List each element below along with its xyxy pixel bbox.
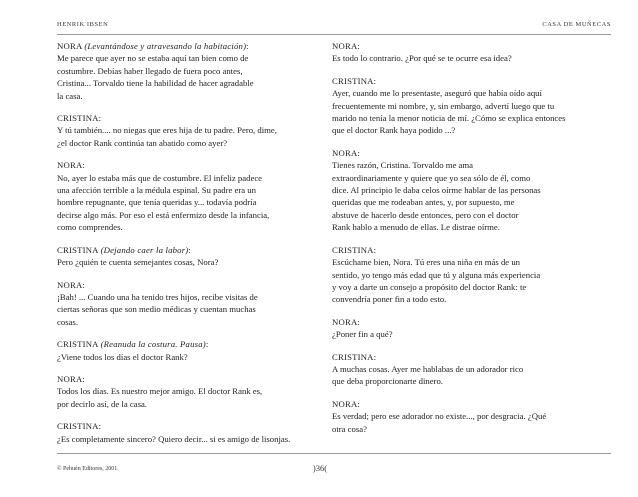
speaker-name: NORA xyxy=(332,398,358,409)
dialogue-line: convendría poner fin a todo esto. xyxy=(332,294,447,305)
dialogue-entry xyxy=(332,75,582,137)
dialogue-line: por decirlo así, de la casa. xyxy=(57,398,147,409)
stage-direction: (Dejando caer la labor) xyxy=(100,244,189,255)
speaker-colon: : xyxy=(188,244,192,255)
speaker-colon: : xyxy=(373,351,377,362)
speaker-label xyxy=(332,40,582,52)
dialogue-line: marido no tenía la menor noticia de mí. ¿Cómo se explica entonces xyxy=(332,113,566,124)
dialogue-line: una afección terrible a la médula espinal. Su padre era un xyxy=(57,185,256,196)
speaker-name: NORA xyxy=(57,41,82,51)
dialogue-entry xyxy=(57,159,305,233)
dialogue-line: ¿Poner fin a qué? xyxy=(332,329,393,340)
dialogue-line: Rank hablo a menudo de ellas. Le distrae oírme. xyxy=(332,222,500,233)
right-column xyxy=(332,40,582,445)
dialogue-line: ¿Es completamente sincero? Quiero decir... si es amigo de lisonjas. xyxy=(57,433,291,444)
speaker-colon: : xyxy=(82,160,86,171)
dialogue-line: que deba proporcionarte dinero. xyxy=(332,376,443,387)
speaker-label xyxy=(57,373,305,385)
stage-direction: (Levantándose y atravesando la habitación) xyxy=(84,41,247,51)
dialogue-entry xyxy=(332,147,582,234)
dialogue-line: extraordinariamente y quiere que yo sea sólo de él, como xyxy=(332,172,531,183)
speaker-colon: : xyxy=(205,339,209,350)
speaker-name: CRISTINA xyxy=(57,244,99,255)
speaker-colon: : xyxy=(98,421,102,432)
speaker-colon: : xyxy=(82,279,86,290)
dialogue-line: que el doctor Rank haya podido ...? xyxy=(332,125,456,136)
speaker-label xyxy=(57,338,305,350)
dialogue-line: abstuve de hacerlo desde entonces, pero con el doctor xyxy=(332,209,519,220)
speaker-colon: : xyxy=(82,373,86,384)
dialogue-line: Ayer, cuando me lo presentaste, aseguró que había oído aquí xyxy=(332,88,542,99)
speaker-label xyxy=(332,75,582,87)
speaker-label xyxy=(57,159,305,171)
speaker-colon: : xyxy=(357,398,361,409)
speaker-name: CRISTINA xyxy=(332,75,374,86)
dialogue-line: cosas. xyxy=(57,316,78,327)
speaker-label xyxy=(332,244,582,256)
speaker-label xyxy=(57,279,305,291)
dialogue-entry xyxy=(332,351,582,388)
speaker-name: NORA xyxy=(332,316,358,327)
dialogue-line: la casa. xyxy=(57,90,83,101)
dialogue-line: A muchas cosas. Ayer me hablabas de un adorador rico xyxy=(332,363,524,374)
dialogue-line: dice. Al principio le daba celos oírme hablar de las personas xyxy=(332,185,541,196)
dialogue-line: Es todo lo contrario. ¿Por qué se te ocurre esa idea? xyxy=(332,53,512,64)
speaker-label xyxy=(332,147,582,159)
dialogue-entry xyxy=(57,40,305,102)
header-rule xyxy=(57,34,611,35)
speaker-colon: : xyxy=(357,41,361,51)
speaker-name: CRISTINA xyxy=(332,351,374,362)
dialogue-line: hombre repugnante, que tenía queridas y... todavía podría xyxy=(57,197,257,208)
dialogue-entry xyxy=(57,244,305,269)
dialogue-line: otra cosa? xyxy=(332,423,367,434)
dialogue-line: Todos los días. Es nuestro mejor amigo. El doctor Rank es, xyxy=(57,386,263,397)
page-number: )36( xyxy=(312,463,328,473)
dialogue-line: No, ayer lo estaba más que de costumbre. El infeliz padece xyxy=(57,172,263,183)
speaker-name: NORA xyxy=(332,41,358,51)
speaker-label xyxy=(57,420,305,432)
dialogue-entry xyxy=(332,40,582,65)
speaker-label xyxy=(57,244,305,256)
dialogue-entry xyxy=(332,316,582,341)
speaker-colon: : xyxy=(246,41,249,51)
dialogue-line: Cristina... Torvaldo tiene la habilidad de hacer agradable xyxy=(57,78,254,89)
dialogue-entry xyxy=(332,244,582,306)
footer-copyright: © Pehuén Editores, 2001. xyxy=(57,466,119,472)
header-book-title: CASA DE MUÑECAS xyxy=(542,21,611,28)
dialogue-entry xyxy=(57,279,305,329)
speaker-colon: : xyxy=(357,147,361,158)
speaker-name: CRISTINA xyxy=(57,339,99,350)
speaker-label xyxy=(332,398,582,410)
speaker-name: NORA xyxy=(57,160,83,171)
dialogue-line: ¡Bah! ... Cuando una ha tenido tres hijos, recibe visitas de xyxy=(57,291,258,302)
dialogue-line: queridas que me rodeaban antes, y, por supuesto, me xyxy=(332,197,515,208)
speaker-colon: : xyxy=(98,113,102,124)
dialogue-line: como comprendes. xyxy=(57,222,123,233)
dialogue-line: Pero ¿quién te cuenta semejantes cosas, Nora? xyxy=(57,257,219,268)
dialogue-line: frecuentemente mi nombre, y, sin embargo, advertí luego que tu xyxy=(332,100,555,111)
header-author: HENRIK IBSEN xyxy=(57,21,109,28)
dialogue-entry xyxy=(57,338,305,363)
speaker-colon: : xyxy=(357,316,361,327)
footer-rule xyxy=(57,453,611,454)
dialogue-line: sentido, yo tengo más edad que tú y alguna más experiencia xyxy=(332,269,541,280)
left-column xyxy=(57,40,305,455)
dialogue-line: decirse algo más. Por eso el está enfermizo desde la infancia, xyxy=(57,209,270,220)
speaker-name: CRISTINA xyxy=(57,113,99,124)
dialogue-entry xyxy=(57,112,305,149)
speaker-label xyxy=(57,112,305,124)
speaker-label xyxy=(332,351,582,363)
dialogue-line: costumbre. Debías haber llegado de fuera poco antes, xyxy=(57,65,243,76)
speaker-colon: : xyxy=(373,75,377,86)
dialogue-line: ¿el doctor Rank continúa tan abatido como ayer? xyxy=(57,137,228,148)
dialogue-line: Y tú también.... no niegas que eres hija de tu padre. Pero, dime, xyxy=(57,125,277,136)
speaker-colon: : xyxy=(373,244,377,255)
speaker-name: NORA xyxy=(332,147,358,158)
speaker-label xyxy=(332,316,582,328)
speaker-name: CRISTINA xyxy=(332,244,374,255)
stage-direction: (Reanuda la costura. Pausa) xyxy=(100,339,206,350)
speaker-name: CRISTINA xyxy=(57,421,99,432)
dialogue-line: ¿Viene todos los días el doctor Rank? xyxy=(57,351,188,362)
dialogue-entry xyxy=(57,373,305,410)
speaker-name: NORA xyxy=(57,279,83,290)
dialogue-line: Tienes razón, Cristina. Torvaldo me ama xyxy=(332,160,474,171)
dialogue-line: y voy a darte un consejo a propósito del doctor Rank: te xyxy=(332,281,527,292)
dialogue-line: ciertas señoras que son medio médicas y cuentan muchas xyxy=(57,304,256,315)
dialogue-entry xyxy=(57,420,305,445)
dialogue-line: Es verdad; pero ese adorador no existe..., por desgracia. ¿Qué xyxy=(332,411,547,422)
dialogue-line: Me parece que ayer no se estaba aquí tan bien como de xyxy=(57,53,249,64)
speaker-name: NORA xyxy=(57,373,83,384)
dialogue-line: Escúchame bien, Nora. Tú eres una niña en más de un xyxy=(332,257,521,268)
speaker-label xyxy=(57,40,305,52)
dialogue-entry xyxy=(332,398,582,435)
